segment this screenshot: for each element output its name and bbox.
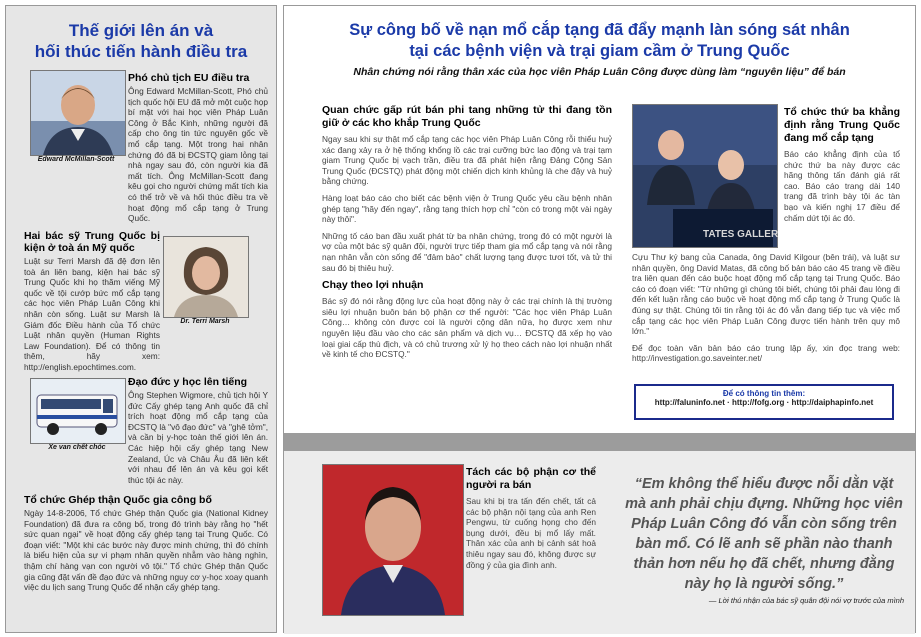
main-article [283, 5, 916, 633]
section-heading: Hai bác sỹ Trung Quốc bị kiện ở toà án Mỹ quốc [24, 230, 160, 254]
sidebar [5, 5, 277, 633]
paragraph: Những tố cáo ban đầu xuất phát từ ba nhân chứng, trong đó có một người là vợ của một bác sỹ quân đội, người trực tiếp tham gia mổ cắp tạng và nói rằng nạn nhân vẫn còn sống để "đảm bảo" chất lượng tạng được tươi tốt, và tử thi sau đó bị thiêu huỷ. [322, 230, 612, 273]
paragraph: Ngay sau khi sự thật mổ cắp tạng các học viên Pháp Luân Công rỗi thiểu huỷ xác đang xảy ra ở hệ thống khổng lồ các trại cưỡng bức lao động và trại tạm giam Trung Quốc bị vạch trần, điều tra đã phát hiện rằng Đảng Cộng Sản Trung Quốc (ĐCSTQ) phát động một chiến dịch kinh khủng là che đậy và huỷ bằng chứng. [322, 134, 612, 187]
photo-ren-pengwu [322, 464, 464, 616]
pull-quote: “Em không thể hiểu được nỗi dằn vặt mà anh phải chịu đựng. Những học viên Pháp Luân Công đó vẫn còn sống trên bàn mổ. Có lẽ anh sẽ phần nào thanh thản hơn nếu họ đã chết, nhưng đằng này họ là người sống.” [625, 476, 903, 592]
caption-death-van: Xe van chết chóc [48, 444, 106, 451]
column-heading: Tổ chức thứ ba khẳng định rằng Trung Quốc đang mổ cắp tạng [784, 106, 900, 144]
paragraph: Để đọc toàn văn bản báo cáo trung lập ấy, xin đọc trang web: http://investigation.go.saveinter.net/ [632, 342, 900, 364]
paragraph: Sau khi bị tra tấn đến chết, tất cả các bộ phận nội tạng của anh Ren Pengwu, từ cuống họng cho đến bụng dưới, đều bị mổ lấy mất. Thân xác của anh bị cảnh sát hoả thiêu ngay sau đó, không được sự đồng ý của gia đình anh. [466, 496, 596, 570]
paragraph: Báo cáo khẳng định của tổ chức thứ ba này được các hãng thông tấn đánh giá rất cao. Báo cáo trang dài 140 trang đã trình bày tội ác tàn bạo và kiến nghị 17 điều để chấm dứt tội ác đó. [784, 149, 900, 223]
column-heading: Tách các bộ phận cơ thể người ra bán [466, 466, 596, 491]
column-heading: Quan chức gấp rút bán phi tang những tử thi đang tồn giữ ở các kho khắp Trung Quốc [322, 104, 612, 129]
section-body: Luật sư Terri Marsh đã đệ đơn lên toà án liên bang, kiện hai bác sỹ Trung Quốc khi họ thăm viếng Mỹ quốc về tội cướp bức mổ cắp tạng các học viên Pháp Luân Công khi nhân còn sống. Luật sư Marsh là Giám đốc Điều hành của Tổ chức Luật nhân quyền (Human Rights Law Foundation). Để có thông tin thêm, hãy xem: http://english.epochtimes.com. [24, 256, 160, 372]
paragraph: Hàng loạt báo cáo cho biết các bệnh viện ở Trung Quốc yêu cầu bệnh nhân ghép tạng "hãy đến ngay", rằng tạng thích hợp chỉ "còn có trong một vài ngày này thôi". [322, 192, 612, 225]
section-kidney-foundation [24, 494, 268, 593]
section-heading: Đạo đức y học lên tiếng [128, 376, 248, 388]
section-body: Ông Edward McMillan-Scott, Phó chủ tịch quốc hội EU đã mở một cuộc họp bí mật với hai học viên Pháp Luân Công ở Bắc Kinh, những người đã cấp cho ông tin tức nguyên gốc về mổ cắp tạng. Một trong hai nhân chứng đó đã bị ĐCSTQ giam lỏng tại nhà ngay sau đó, còn người kia đã mất tích. Ông McMillan-Scott đang kêu gọi cho người chứng mất tích kia có thể trở về và hối thúc điều tra về hoạt động mổ cắp tạng ở Trung Quốc. [128, 86, 268, 224]
photo-terri-marsh [163, 236, 249, 318]
section-heading: Tổ chức Ghép thận Quốc gia công bố [24, 494, 212, 506]
article-column-right-bottom [632, 252, 900, 370]
section-eu-vice-president [128, 72, 268, 86]
sidebar-title: Thế giới lên án và hối thúc tiến hành điều tra [34, 21, 248, 61]
section-body: Ông Stephen Wigmore, chủ tịch hội Y đức Cấy ghép tạng Anh quốc đã chỉ trích hoạt động mổ cắp tạng của ĐCSTQ là "vô đạo đức" và "ghê tởm", và cần bị y-học toàn thế giới lên án. Các hiệp hội cấy ghép tạng New Zealand, Úc và Châu Âu đã liên kết với nhau để lên án và kêu gọi kết thúc tội ác này. [128, 390, 268, 485]
column-heading: Chạy theo lợi nhuận [322, 279, 424, 292]
paragraph: Cựu Thư ký bang của Canada, ông David Kilgour (bên trái), và luật sư nhân quyền, ông David Matas, đã công bố bản báo cáo 45 trang về điều tra liên quan đến cáo buộc hoạt động mổ cắp tạng tại Trung Quốc. Báo cáo có đoạn viết: "Từ những gì chúng tôi biết, chúng tôi phải đau lòng đi đến kết luận rằng cáo buộc về hoạt động mổ cắp tạng ở Trung Quốc là đúng sự thật. Chúng tôi tin rằng tội ác đó vẫn đang tiếp tục và việc mổ cắp tạng các học viên Pháp Luân Công được tiến hành trên quy mô lớn." [632, 252, 900, 337]
bottom-article [466, 466, 596, 576]
section-heading: Phó chủ tịch EU điều tra [128, 72, 250, 84]
paragraph: Bác sỹ đó nói rằng động lực của hoạt động này ở các trại chính là thị trường siêu lợi nhuận buôn bán bộ phận cơ thể người: "Các học viên Pháp Luân Công… không còn được coi là người cộng dân nữa, họ được xem như nguyên liệu đầu vào cho các sản phẩm và dịch vụ… ĐCSTQ đã xếp họ vào loại giai cấp thù địch, và có chủ trương xử lý họ theo cách nào lợi nhuận nhất về kinh tế cho ĐCSTQ." [322, 296, 612, 360]
headline: Sự công bố về nạn mổ cắp tạng đã đẩy mạnh làn sóng sát nhân tại các bệnh viện và trại giam cầm ở Trung Quốc [349, 21, 850, 60]
section-body: Ngày 14-8-2006, Tổ chức Ghép thận Quốc gia (National Kidney Foundation) đã đưa ra công bố, trong đó trình bày rằng họ "hết sức quan ngại" về hoạt động cấy ghép tạng tại Trung Quốc. Có đoạn viết: "Một khi các bước này được minh chứng, thì đó chính là biểu hiện của sự vi phạm nhân quyền nhẫm vào hàng nghìn, thậm chí hàng vạn con người vô tội." Tổ chức Ghép thận Quốc gia cũng đặt vấn đề đạo đức và những nguy cơ y-học xoay quanh việc du lịch sang Trung Quốc để nhận cấy ghép tạng. [24, 508, 268, 593]
section-medical-ethics [128, 376, 268, 486]
info-box-title: Để có thông tin thêm: [722, 389, 806, 398]
article-column-right-top [784, 106, 900, 229]
info-box [634, 384, 894, 420]
subheadline: Nhân chứng nói rằng thân xác của học viên Pháp Luân Công được dùng làm “nguyên liệu” để bán [353, 66, 846, 78]
caption-mcmillan-scott: Edward McMillan-Scott [37, 156, 115, 163]
section-lawsuit [24, 230, 160, 373]
photo-mcmillan-scott [30, 70, 126, 156]
photo-press-conference [632, 104, 778, 248]
photo-death-van [30, 378, 126, 444]
photo-sign-text: TATES GALLER [703, 229, 779, 240]
info-box-links[interactable]: http://faluninfo.net · http://fofg.org · http://daiphapinfo.net [654, 398, 874, 407]
caption-terri-marsh: Dr. Terri Marsh [180, 318, 230, 325]
quote-attribution: — Lời thú nhận của bác sỹ quân đội nói vợ trước của mình [708, 596, 904, 605]
section-divider [284, 433, 915, 451]
article-column-left [322, 104, 612, 366]
